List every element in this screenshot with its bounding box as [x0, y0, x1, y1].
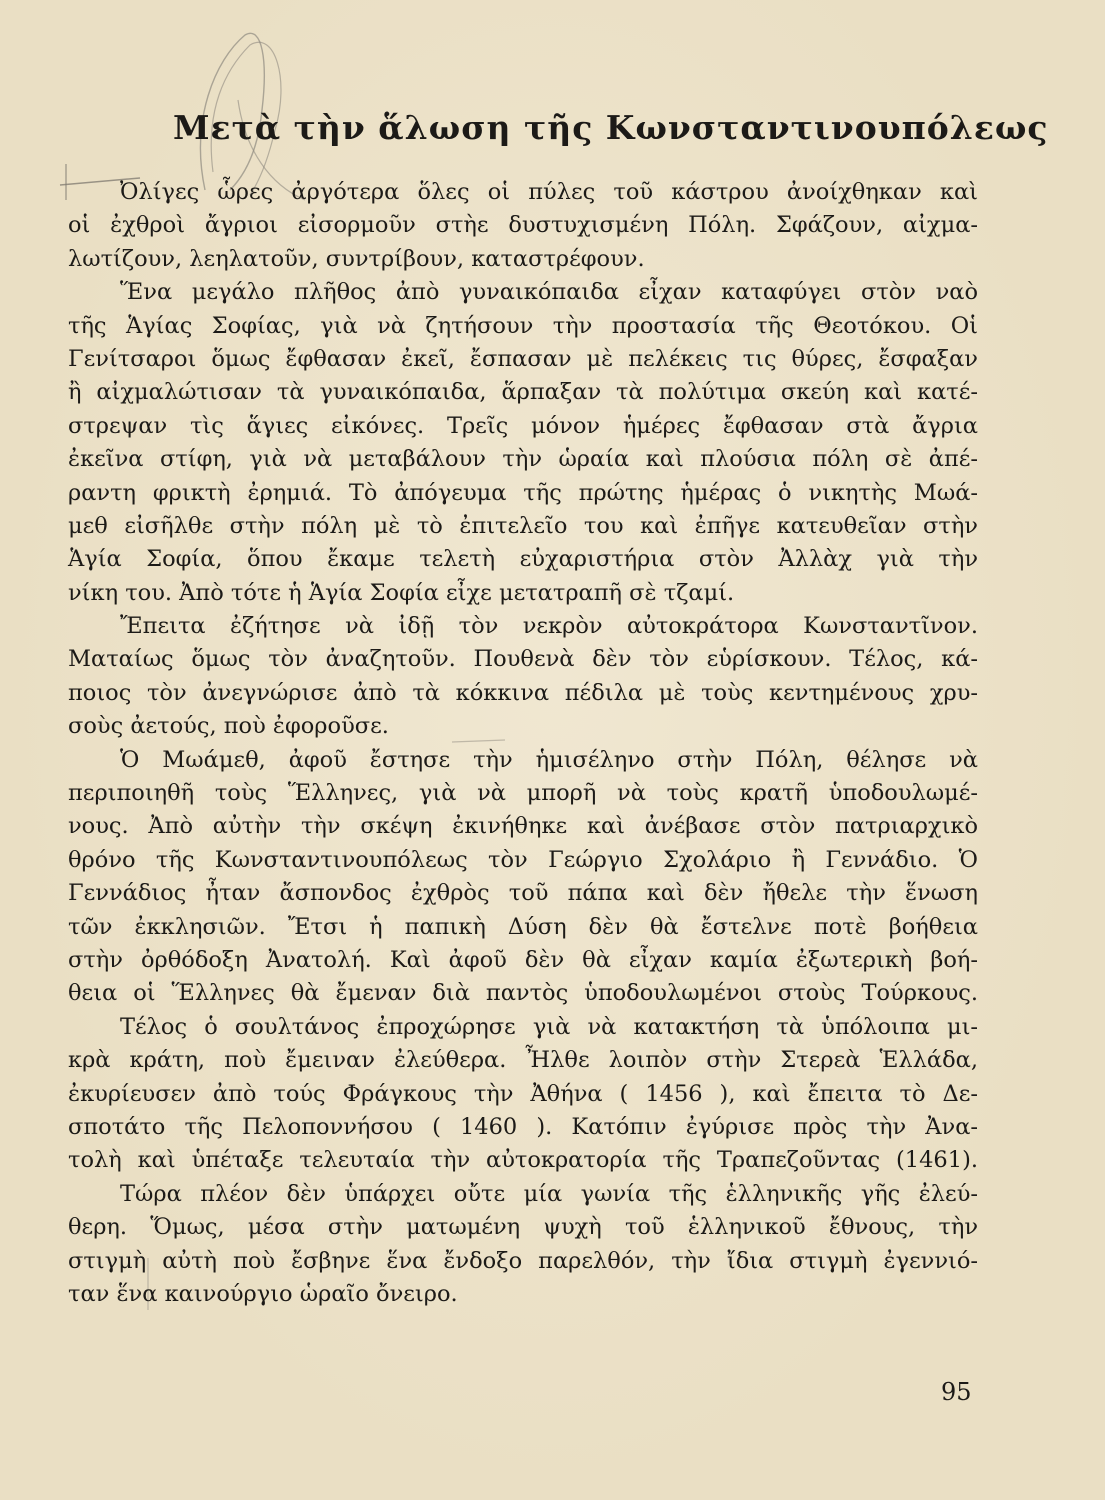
text-line: κρὰ κράτη, ποὺ ἔμειναν ἐλεύθερα. Ἦλθε λοιπὸν στὴν Στερεὰ Ἑλλάδα,	[68, 1047, 978, 1074]
text-line: Τώρα πλέον δὲν ὑπάρχει οὔτε μία γωνία τῆς ἑλληνικῆς γῆς ἐλεύ-	[120, 1180, 978, 1207]
body-text	[68, 176, 978, 1311]
text-line: τῆς Ἁγίας Σοφίας, γιὰ νὰ ζητήσουν τὴν προστασία τῆς Θεοτόκου. Οἱ	[68, 312, 978, 339]
text-line: σοὺς ἀετούς, ποὺ ἐφοροῦσε.	[68, 713, 389, 740]
text-line: Ἁγία Σοφία, ὅπου ἔκαμε τελετὴ εὐχαριστήρια στὸν Ἀλλὰχ γιὰ τὴν	[68, 546, 978, 573]
text-line: ποιος τὸν ἀνεγνώρισε ἀπὸ τὰ κόκκινα πέδιλα μὲ τοὺς κεντημένους χρυ-	[68, 679, 978, 706]
text-line: ἢ αἰχμαλώτισαν τὰ γυναικόπαιδα, ἅρπαξαν τὰ πολύτιμα σκεύη καὶ κατέ-	[68, 379, 978, 406]
chapter-title: Μετὰ τὴν ἅλωση τῆς Κωνσταντινουπόλεως	[173, 108, 1049, 147]
text-line: τολὴ καὶ ὑπέταξε τελευταία τὴν αὐτοκρατορία τῆς Τραπεζοῦντας (1461).	[68, 1147, 978, 1174]
text-line: ἐκυρίευσεν ἀπὸ τούς Φράγκους τὴν Ἀθήνα ( 1456 ), καὶ ἔπειτα τὸ Δε-	[68, 1080, 978, 1107]
text-line: στιγμὴ αὐτὴ ποὺ ἔσβηνε ἕνα ἔνδοξο παρελθόν, τὴν ἴδια στιγμὴ ἐγεννιό-	[68, 1247, 978, 1274]
text-line: στρεψαν τὶς ἅγιες εἰκόνες. Τρεῖς μόνον ἡμέρες ἔφθασαν στὰ ἄγρια	[68, 412, 978, 439]
text-line: μεθ εἰσῆλθε στὴν πόλη μὲ τὸ ἐπιτελεῖο του καὶ ἐπῆγε κατευθεῖαν στὴν	[68, 512, 978, 539]
text-line: ραντη φρικτὴ ἐρημιά. Τὸ ἀπόγευμα τῆς πρώτης ἡμέρας ὁ νικητὴς Μωά-	[68, 479, 978, 506]
text-line: Τέλος ὁ σουλτάνος ἐπροχώρησε γιὰ νὰ κατακτήση τὰ ὑπόλοιπα μι-	[120, 1013, 978, 1040]
text-line: Ὁ Μωάμεθ, ἀφοῦ ἔστησε τὴν ἡμισέληνο στὴν Πόλη, θέλησε νὰ	[120, 746, 978, 773]
text-line: Ὀλίγες ὧρες ἀργότερα ὅλες οἱ πύλες τοῦ κάστρου ἀνοίχθηκαν καὶ	[120, 179, 978, 205]
text-line: νίκη του. Ἀπὸ τότε ἡ Ἁγία Σοφία εἶχε μετατραπῆ σὲ τζαμί.	[68, 579, 735, 606]
text-line: ἐκεῖνα στίφη, γιὰ νὰ μεταβάλουν τὴν ὡραία καὶ πλούσια πόλη σὲ ἀπέ-	[68, 446, 978, 473]
text-line: περιποιηθῆ τοὺς Ἕλληνες, γιὰ νὰ μπορῆ νὰ τοὺς κρατῆ ὑποδουλωμέ-	[68, 780, 978, 807]
text-line: νους. Ἀπὸ αὐτὴν τὴν σκέψη ἐκινήθηκε καὶ ἀνέβασε στὸν πατριαρχικὸ	[68, 813, 978, 840]
text-line: θερη. Ὅμως, μέσα στὴν ματωμένη ψυχὴ τοῦ ἑλληνικοῦ ἔθνους, τὴν	[68, 1214, 978, 1241]
text-line: Γενίτσαροι ὅμως ἔφθασαν ἐκεῖ, ἔσπασαν μὲ πελέκεις τις θύρες, ἔσφαξαν	[68, 345, 978, 372]
text-line: Ματαίως ὅμως τὸν ἀναζητοῦν. Πουθενὰ δὲν τὸν εὑρίσκουν. Τέλος, κά-	[68, 646, 978, 673]
text-line: σποτάτο τῆς Πελοποννήσου ( 1460 ). Κατόπιν ἐγύρισε πρὸς τὴν Ἀνα-	[68, 1113, 978, 1140]
text-line: στὴν ὀρθόδοξη Ἀνατολή. Καὶ ἀφοῦ δὲν θὰ εἶχαν καμία ἐξωτερικὴ βοή-	[68, 946, 978, 973]
text-line: Ἕνα μεγάλο πλῆθος ἀπὸ γυναικόπαιδα εἶχαν καταφύγει στὸν ναὸ	[120, 279, 978, 306]
text-line: οἱ ἐχθροὶ ἄγριοι εἰσορμοῦν στὴε δυστυχισμένη Πόλη. Σφάζουν, αἰχμα-	[68, 212, 978, 239]
text-line: θεια οἱ Ἕλληνες θὰ ἔμεναν διὰ παντὸς ὑποδουλωμένοι στοὺς Τούρκους.	[68, 980, 978, 1007]
text-line: λωτίζουν, λεηλατοῦν, συντρίβουν, καταστρέφουν.	[68, 245, 645, 272]
page-number: 95	[941, 1378, 972, 1406]
text-line: Ἔπειτα ἐζήτησε νὰ ἰδῇ τὸν νεκρὸν αὐτοκράτορα Κωνσταντῖνον.	[120, 613, 978, 640]
text-line: ταν ἕνα καινούργιο ὡραῖο ὄνειρο.	[68, 1280, 458, 1307]
text-line: θρόνο τῆς Κωνσταντινουπόλεως τὸν Γεώργιο Σχολάριο ἢ Γεννάδιο. Ὁ	[68, 846, 978, 873]
text-line: τῶν ἐκκλησιῶν. Ἔτσι ἡ παπικὴ Δύση δὲν θὰ ἔστελνε ποτὲ βοήθεια	[68, 913, 978, 940]
text-line: Γεννάδιος ἦταν ἄσπονδος ἐχθρὸς τοῦ πάπα καὶ δὲν ἤθελε τὴν ἕνωση	[68, 880, 978, 907]
